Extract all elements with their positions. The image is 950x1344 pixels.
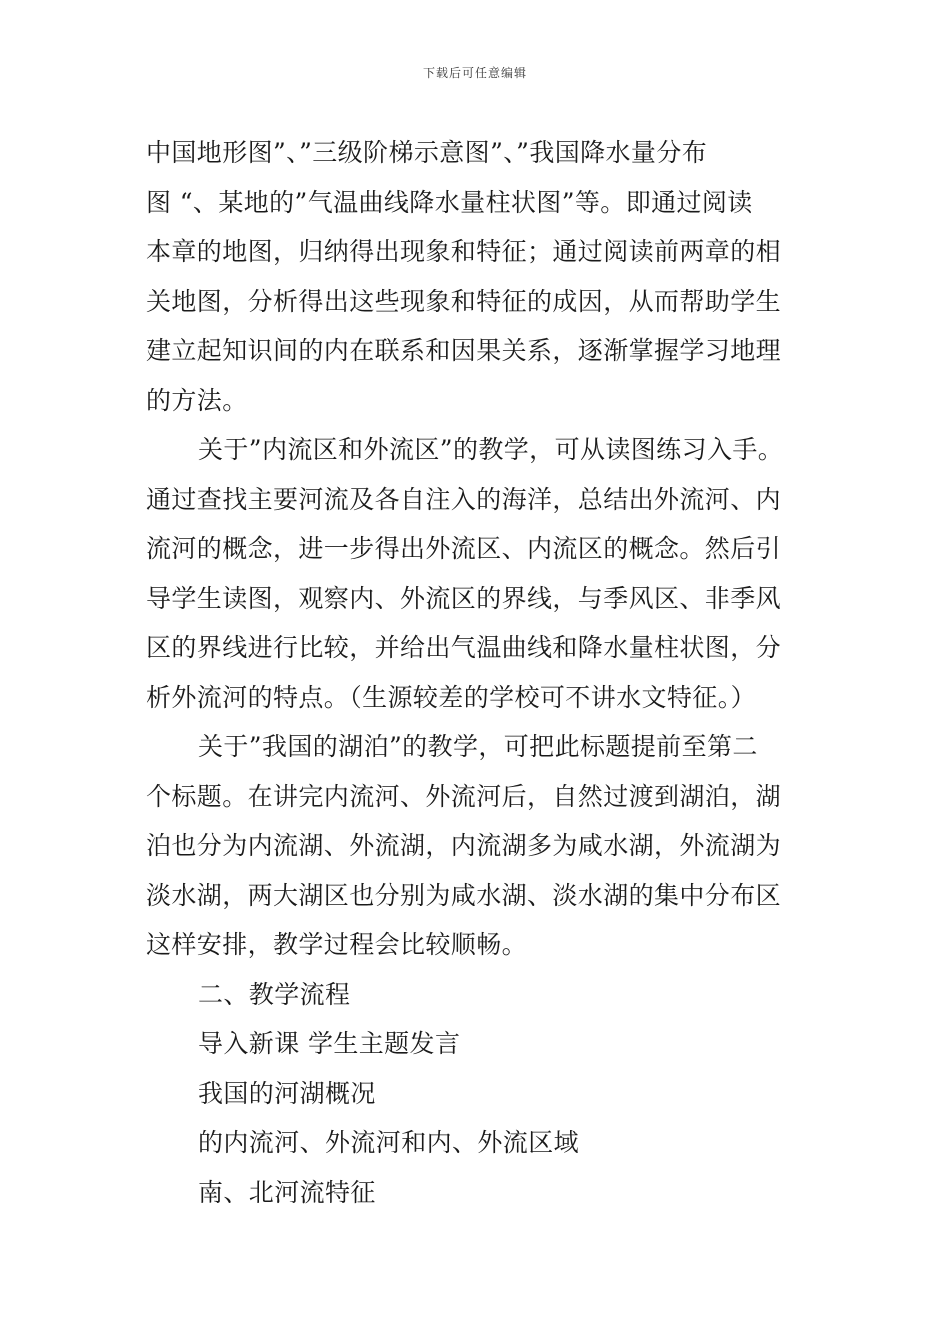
text-line: 建立起知识间的内在联系和因果关系，逐渐掌握学习地理 bbox=[146, 336, 782, 365]
text-line: 图 “、某地的”气温曲线降水量柱状图”等。即通过阅读 bbox=[146, 187, 753, 217]
text-line: 导入新课 学生主题发言 bbox=[198, 1029, 461, 1058]
text-line: 南、北河流特征 bbox=[198, 1177, 376, 1207]
text-line: 淡水湖，两大湖区也分别为咸水湖、淡水湖的集中分布区 bbox=[146, 880, 782, 910]
page-header: 下载后可任意编辑 bbox=[422, 66, 527, 80]
text-line: 中国地形图”、”三级阶梯示意图”、”我国降水量分布 bbox=[146, 138, 708, 167]
text-line: 析外流河的特点。（生源较差的学校可不讲水文特征。） bbox=[146, 682, 757, 712]
text-line: 区的界线进行比较，并给出气温曲线和降水量柱状图，分 bbox=[146, 633, 782, 662]
text-line: 泊也分为内流湖、外流湖，内流湖多为咸水湖，外流湖为 bbox=[146, 831, 782, 860]
text-line: 关地图，分析得出这些现象和特征的成因，从而帮助学生 bbox=[146, 286, 782, 316]
text-line: 这样安排，教学过程会比较顺畅。 bbox=[146, 930, 528, 959]
text-line: 的方法。 bbox=[146, 385, 248, 415]
text-line: 的内流河、外流河和内、外流区域 bbox=[198, 1128, 580, 1157]
text-line: 我国的河湖概况 bbox=[198, 1078, 376, 1108]
text-line: 通过查找主要河流及各自注入的海洋，总结出外流河、内 bbox=[146, 484, 782, 514]
text-line: 二、教学流程 bbox=[198, 979, 351, 1009]
document-body bbox=[146, 128, 818, 1217]
text-line: 关于”我国的湖泊”的教学，可把此标题提前至第二 bbox=[198, 732, 758, 761]
text-line: 流河的概念，进一步得出外流区、内流区的概念。然后引 bbox=[146, 534, 782, 563]
text-line: 本章的地图，归纳得出现象和特征；通过阅读前两章的相 bbox=[146, 237, 782, 266]
text-line: 导学生读图，观察内、外流区的界线，与季风区、非季风 bbox=[146, 583, 782, 613]
text-line: 个标题。在讲完内流河、外流河后，自然过渡到湖泊，湖 bbox=[146, 781, 782, 811]
text-line: 关于”内流区和外流区”的教学，可从读图练习入手。 bbox=[198, 435, 784, 464]
